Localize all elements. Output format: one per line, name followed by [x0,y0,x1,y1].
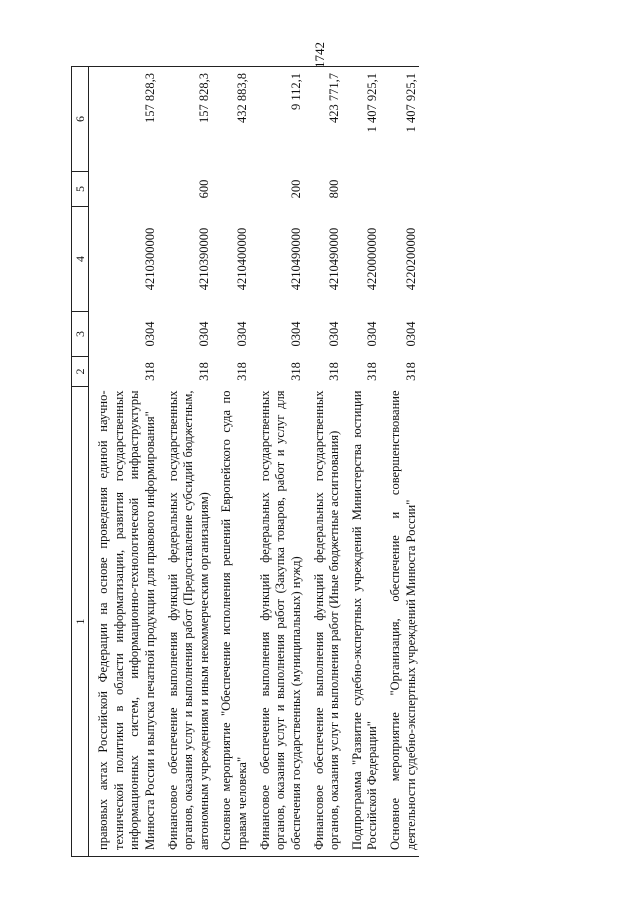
section-code: 0304 [288,321,303,347]
row-description: Финансовое обеспечение выполнения функций федеральных государственных органов, оказания услуг и выполнения работ (Иные бюджетные ассигнования) [305,387,343,857]
row-description: Подпрограмма "Развитие судебно-экспертных учреждений Министерства юстиции Российской Федерации" [343,387,381,857]
target-article-code: 4210490000 [288,227,303,291]
amount: 157 828,3 [159,67,213,172]
amount: 1 407 925,1 [343,67,381,172]
amount: 157 828,3 [89,67,159,172]
table-row [381,67,419,857]
target-article-code: 4210300000 [142,227,157,291]
column-header-3: 3 [72,312,89,357]
expense-type-code [343,172,381,207]
expense-type-code [212,172,250,207]
amount: 9 112,1 [251,67,305,172]
section-code: 0304 [403,321,418,347]
column-header-4: 4 [72,207,89,312]
budget-table [71,66,419,857]
ministry-code: 318 [327,362,342,381]
table-row [305,67,343,857]
target-article-code: 4220000000 [365,227,380,291]
section-code: 0304 [196,321,211,347]
section-code: 0304 [327,321,342,347]
ministry-code: 318 [196,362,211,381]
target-article-code: 4220200000 [403,227,418,291]
ministry-code: 318 [365,362,380,381]
column-header-6: 6 [72,67,89,172]
target-article-code: 4210490000 [327,227,342,291]
expense-type-code [89,172,159,207]
row-description: Основное мероприятие "Организация, обеспечение и совершенствование деятельности судебно-экспертных учреждений Минюста России" [381,387,419,857]
amount: 423 771,7 [305,67,343,172]
section-code: 0304 [365,321,380,347]
target-article-code: 4210390000 [196,227,211,291]
table-row [251,67,305,857]
column-header-5: 5 [72,172,89,207]
table-row [212,67,250,857]
expense-type-code [381,172,419,207]
ministry-code: 318 [288,362,303,381]
ministry-code: 318 [142,362,157,381]
ministry-code: 318 [403,362,418,381]
amount: 1 407 925,1 [381,67,419,172]
section-code: 0304 [235,321,249,347]
column-header-1: 1 [72,387,89,857]
row-description: правовых актах Российской Федерации на основе проведения единой научно-технической политики в области информатизации, развития государственных информационных систем, информационно-технологической инфраструктуры Минюста России и выпуска печатной продукции для правового информирования" [89,387,159,857]
column-number-header-row [72,67,89,857]
row-description: Основное мероприятие "Обеспечение исполнения решений Европейского суда по правам человека" [212,387,250,857]
row-description: Финансовое обеспечение выполнения функций федеральных государственных органов, оказания услуг и выполнения работ (Предоставление субсидий бюджетным, автономным учреждениям и иным некоммерческим организациям) [159,387,213,857]
section-code: 0304 [142,321,157,347]
page-number: 1742 [312,42,327,68]
amount: 432 883,8 [212,67,250,172]
table-row [89,67,159,857]
target-article-code: 4210400000 [235,227,249,291]
expense-type-code: 600 [196,179,211,199]
table-row [343,67,381,857]
expense-type-code: 800 [327,179,342,199]
column-header-2: 2 [72,357,89,387]
row-description: Финансовое обеспечение выполнения функций федеральных государственных органов, оказания услуг и выполнения работ (Закупка товаров, работ и услуг для обеспечения государственных (муниципальных) нужд) [251,387,305,857]
table-row [159,67,213,857]
ministry-code: 318 [235,362,249,381]
budget-table-sheet [71,67,569,857]
expense-type-code: 200 [288,179,303,199]
